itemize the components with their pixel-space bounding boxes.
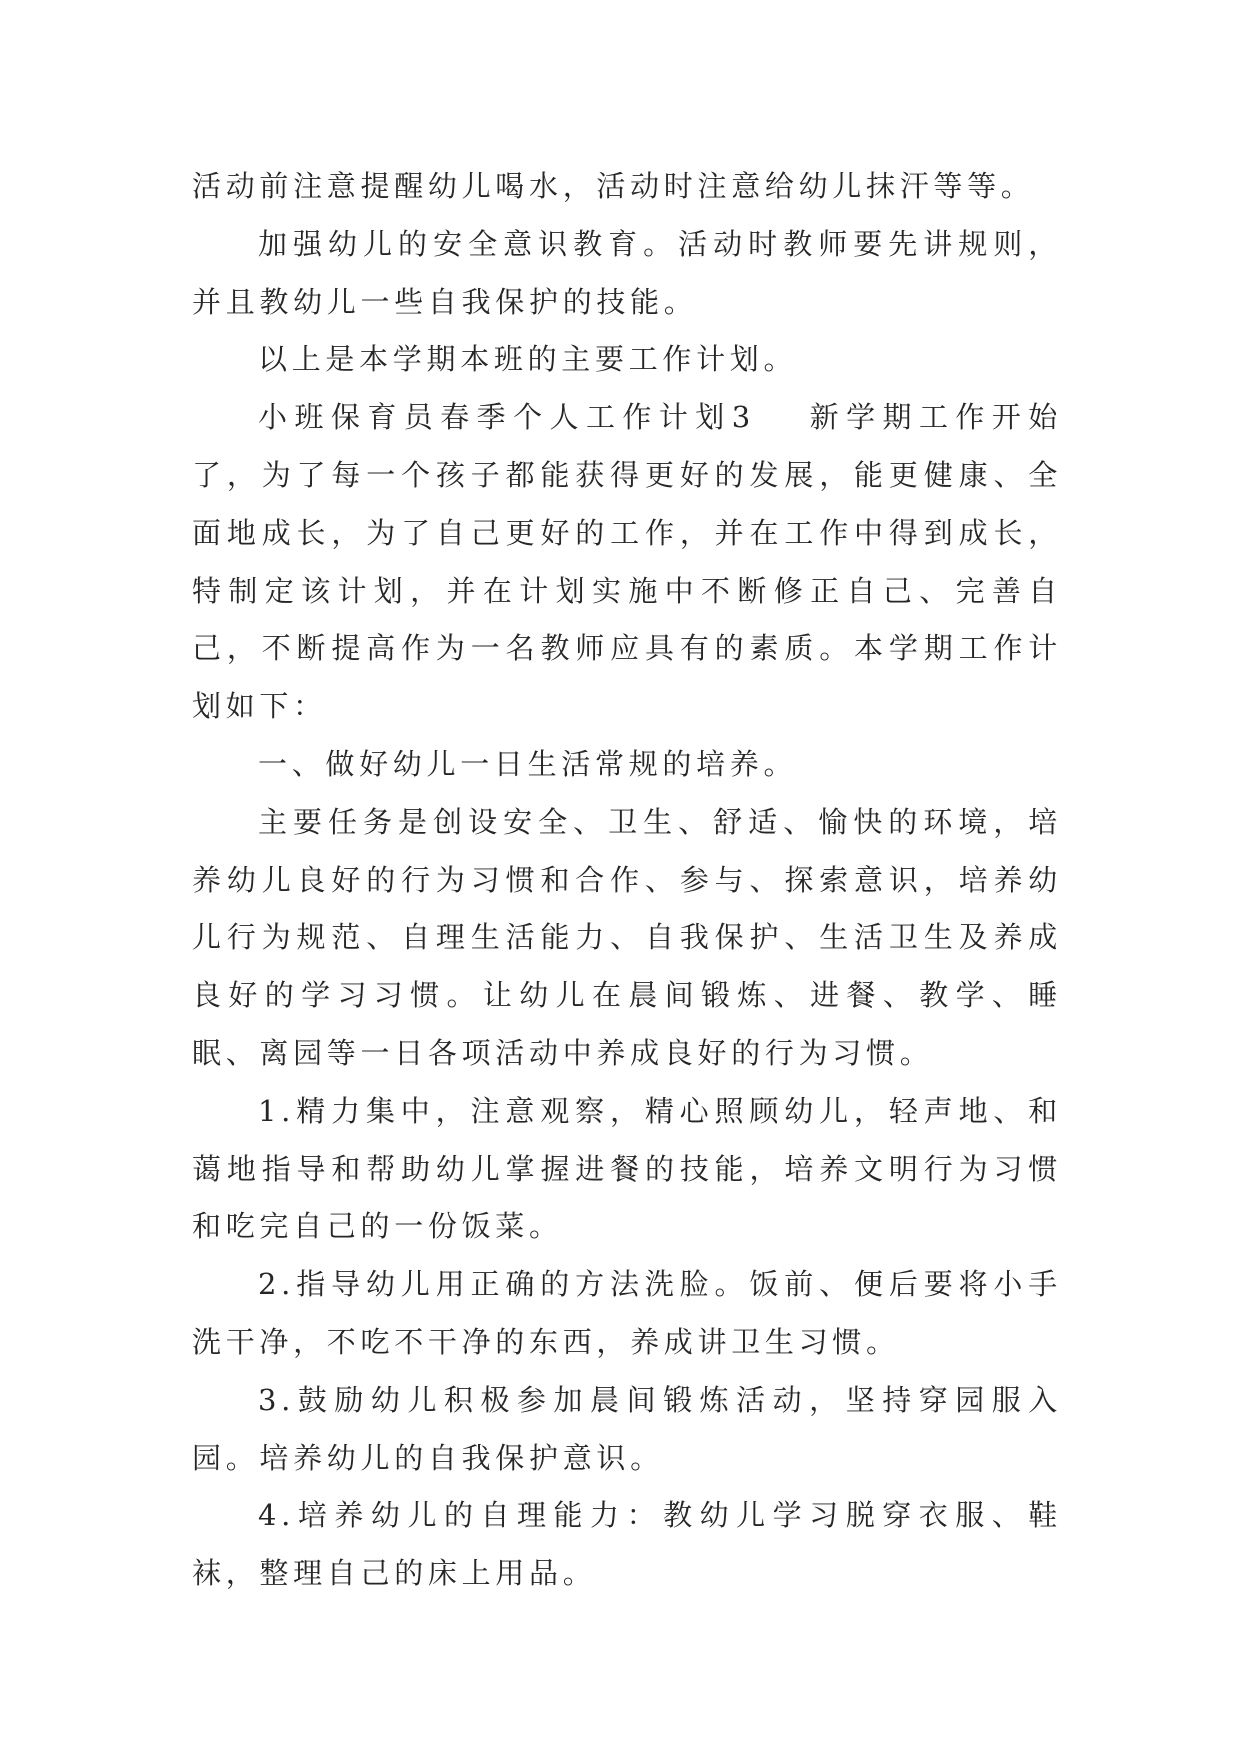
list-item-3-exercise: 3.鼓励幼儿积极参加晨间锻炼活动，坚持穿园服入园。培养幼儿的自我保护意识。 [192, 1382, 1062, 1475]
paragraph-plan-3-intro [192, 389, 1062, 736]
list-item-4-self-care: 4.培养幼儿的自理能力：教幼儿学习脱穿衣服、鞋袜，整理自己的床上用品。 [192, 1498, 1062, 1591]
list-item-2-washing: 2.指导幼儿用正确的方法洗脸。饭前、便后要将小手洗干净，不吃不干净的东西，养成讲卫生习惯。 [192, 1267, 1062, 1359]
plan-3-intro-text: 新学期工作开始了，为了每一个孩子都能获得更好的发展，能更健康、全面地成长，为了自己更好的工作，并在工作中得到成长，特制定该计划，并在计划实施中不断修正自己、完善自己，不断提高作为一名教师应具有的素质。本学期工作计划如下： [192, 400, 1062, 724]
paragraph-plan-summary: 以上是本学期本班的主要工作计划。 [258, 342, 798, 377]
document-body [192, 158, 1062, 1603]
plan-3-heading: 小班保育员春季个人工作计划3 [258, 400, 755, 435]
paragraph-safety-education: 加强幼儿的安全意识教育。活动时教师要先讲规则，并且教幼儿一些自我保护的技能。 [192, 226, 1062, 319]
paragraph-hydration-reminder: 活动前注意提醒幼儿喝水，活动时注意给幼儿抹汗等等。 [192, 169, 1035, 203]
section-heading-daily-routine: 一、做好幼儿一日生活常规的培养。 [258, 746, 798, 781]
list-item-1-meals: 1.精力集中，注意观察，精心照顾幼儿，轻声地、和蔼地指导和帮助幼儿掌握进餐的技能，培养文明行为习惯和吃完自己的一份饭菜。 [192, 1093, 1062, 1244]
paragraph-main-tasks: 主要任务是创设安全、卫生、舒适、愉快的环境，培养幼儿良好的行为习惯和合作、参与、探索意识，培养幼儿行为规范、自理生活能力、自我保护、生活卫生及养成良好的学习习惯。让幼儿在晨间锻炼、进餐、教学、睡眠、离园等一日各项活动中养成良好的行为习惯。 [192, 804, 1062, 1070]
